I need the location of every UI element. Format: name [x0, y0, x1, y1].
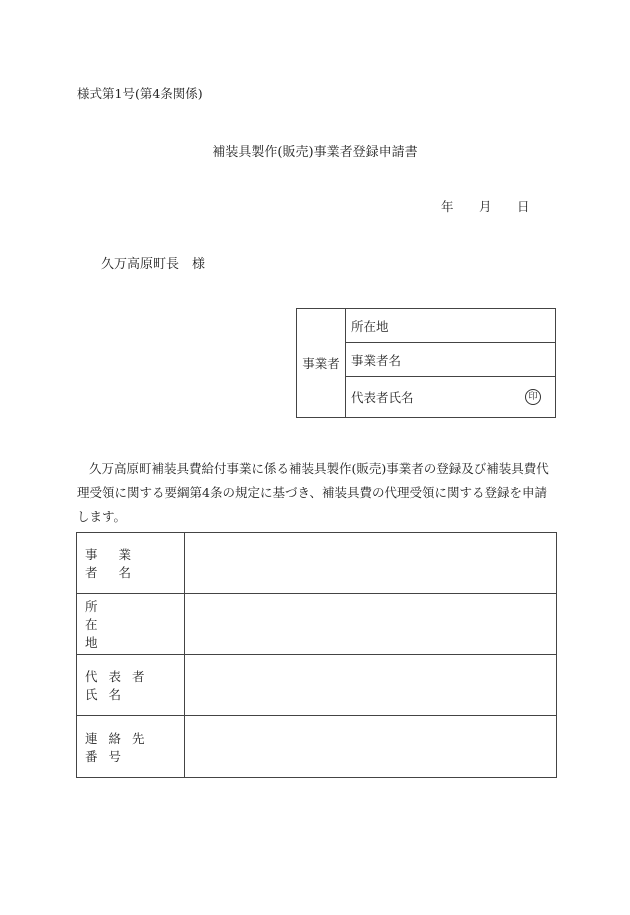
applicant-representative-field[interactable]: [345, 377, 555, 417]
business-name-input[interactable]: [185, 533, 556, 593]
applicant-business-name-label: 事業者名: [351, 352, 402, 368]
applicant-header: 事業者: [297, 309, 346, 417]
date-line: [441, 197, 530, 215]
applicant-address-label: 所在地: [351, 318, 389, 334]
page-title: 補装具製作(販売)事業者登録申請書: [212, 145, 418, 160]
table-row-label: 代表者氏名: [77, 655, 185, 715]
table-row: [77, 655, 556, 716]
date-month-label: 月: [479, 199, 492, 214]
table-row: [77, 533, 556, 594]
table-row: [77, 594, 556, 655]
body-text: 久万高原町補装具費給付事業に係る補装具製作(販売)事業者の登録及び補装具費代理受領に関する要綱第4条の規定に基づき、補装具費の代理受領に関する登録を申請します。: [77, 461, 549, 524]
info-table: [76, 532, 557, 778]
representative-input[interactable]: [185, 655, 556, 715]
table-row-label: 連絡先番号: [77, 716, 185, 777]
applicant-address-field[interactable]: [345, 309, 555, 343]
table-row-label: 所在地: [77, 594, 185, 654]
table-row: [77, 716, 556, 777]
date-year-label: 年: [441, 199, 454, 214]
form-number: 様式第1号(第4条関係): [77, 86, 203, 101]
applicant-box: [296, 308, 556, 418]
applicant-representative-label: 代表者氏名: [351, 390, 414, 405]
seal-icon: 印: [525, 389, 541, 405]
table-row-label: 事業者名: [77, 533, 185, 593]
date-day-label: 日: [517, 199, 530, 214]
addressee: 久万高原町長 様: [101, 257, 206, 272]
contact-number-input[interactable]: [185, 716, 556, 777]
applicant-business-name-field[interactable]: [345, 343, 555, 377]
address-input[interactable]: [185, 594, 556, 654]
